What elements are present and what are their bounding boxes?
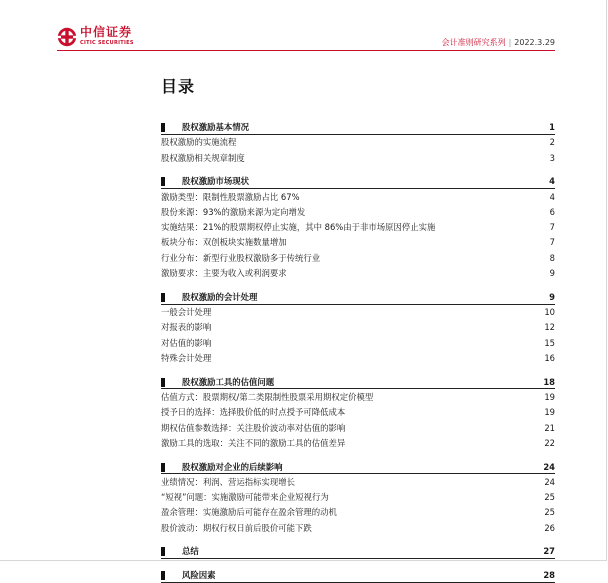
toc-entry-label: 激励工具的选取：关注不同的激励工具的估值差异 <box>161 437 346 448</box>
toc-page-number: 28 <box>543 570 555 581</box>
toc-entry-label: 总结 <box>182 546 199 557</box>
toc-page-number: 19 <box>544 407 555 418</box>
toc-page-number: 3 <box>549 152 555 163</box>
toc-entry-label: 一般会计处理 <box>161 307 212 318</box>
toc-section-row[interactable] <box>161 544 555 559</box>
toc-page-number: 27 <box>543 546 555 557</box>
toc-page-number: 7 <box>549 222 555 233</box>
toc-page-number: 18 <box>543 376 555 387</box>
toc-page-number: 10 <box>544 307 555 318</box>
toc-page-number: 6 <box>549 206 555 217</box>
toc-entry-label: 股权激励对企业的后续影响 <box>182 461 283 472</box>
toc-page-number: 21 <box>544 422 555 433</box>
toc-item-row[interactable] <box>161 505 555 520</box>
toc-page-number: 8 <box>549 252 555 263</box>
toc-item-row[interactable] <box>161 490 555 505</box>
toc-page-number: 26 <box>544 522 555 533</box>
header-meta <box>442 38 555 48</box>
toc-entry-label: 股权激励的实施流程 <box>161 137 237 148</box>
toc-section-gap <box>161 560 555 568</box>
section-marker-icon <box>161 123 165 132</box>
toc-item-row[interactable] <box>161 405 555 420</box>
toc-entry-label: 估值方式：股票期权/第二类限制性股票采用期权定价模型 <box>161 391 374 402</box>
toc-entry-label: 业绩情况：利润、营运指标实现增长 <box>161 476 295 487</box>
page-header <box>57 22 555 50</box>
toc-entry-label: 盈余管理：实施激励后可能存在盈余管理的动机 <box>161 507 337 518</box>
toc-item-row[interactable] <box>161 421 555 436</box>
section-marker-icon <box>161 571 165 580</box>
toc-section-gap <box>161 451 555 459</box>
toc-page-number: 2 <box>549 137 555 148</box>
toc-item-row[interactable] <box>161 235 555 250</box>
section-marker-icon <box>161 378 165 387</box>
toc-item-row[interactable] <box>161 475 555 490</box>
section-marker-icon <box>161 463 165 472</box>
toc-page-number: 15 <box>544 337 555 348</box>
section-marker-icon <box>161 177 165 186</box>
toc-section-gap <box>161 536 555 544</box>
toc-entry-label: 行业分布：新型行业股权激励多于传统行业 <box>161 252 321 263</box>
toc-entry-label: 股权激励基本情况 <box>182 122 249 132</box>
toc-item-row[interactable] <box>161 190 555 205</box>
section-marker-icon <box>161 293 165 302</box>
toc-section-gap <box>161 166 555 174</box>
toc-item-row[interactable] <box>161 320 555 335</box>
report-series: 会计准则研究系列 <box>441 38 506 47</box>
toc-page-number: 19 <box>544 391 555 402</box>
toc-page-number: 12 <box>544 322 555 333</box>
section-marker-icon <box>161 547 165 556</box>
toc-item-row[interactable] <box>161 436 555 451</box>
brand-name-en: CITIC SECURITIES <box>80 40 134 46</box>
toc-item-row[interactable] <box>161 251 555 266</box>
toc-entry-label: 股权激励市场现状 <box>182 176 249 187</box>
toc-entry-label: 授予日的选择：选择股价低的时点授予可降低成本 <box>161 407 346 418</box>
toc-entry-label: 股权激励相关规章制度 <box>161 152 245 163</box>
toc-page-number: 24 <box>544 476 555 487</box>
toc-page-number: 22 <box>544 437 555 448</box>
toc-item-row[interactable] <box>161 336 555 351</box>
brand-name-cn: 中信证券 <box>80 25 133 39</box>
toc-entry-label: 特殊会计处理 <box>161 352 212 363</box>
toc-page-number: 9 <box>549 291 555 302</box>
toc-entry-label: 对估值的影响 <box>161 337 212 348</box>
toc-item-row[interactable] <box>161 266 555 281</box>
toc-entry-label: 股价波动：期权行权日前后股价可能下跌 <box>161 522 312 533</box>
toc-entry-label: 板块分布：双创板块实施数量增加 <box>161 237 287 248</box>
toc-section-row[interactable] <box>161 375 555 390</box>
toc-item-row[interactable] <box>161 205 555 220</box>
toc-item-row[interactable] <box>161 390 555 405</box>
toc-entry-label: 股权激励工具的估值问题 <box>182 376 275 387</box>
toc-page-number: 16 <box>544 352 555 363</box>
toc-section-gap <box>161 366 555 374</box>
toc-item-row[interactable] <box>161 220 555 235</box>
toc-page-number: 7 <box>549 237 555 248</box>
toc-item-row[interactable] <box>161 151 555 166</box>
toc-entry-label: 股份来源：93%的激励来源为定向增发 <box>161 206 306 217</box>
page-title: 目录 <box>161 77 196 96</box>
toc-section-row[interactable] <box>161 290 555 305</box>
toc-page-number: 4 <box>549 176 555 187</box>
report-date: 2022.3.29 <box>514 38 555 47</box>
toc-entry-label: 期权估值参数选择：关注股价波动率对估值的影响 <box>161 422 346 433</box>
toc-entry-label: “短视”问题：实施激励可能带来企业短视行为 <box>161 492 329 503</box>
toc-item-row[interactable] <box>161 351 555 366</box>
toc-section-row[interactable] <box>161 174 555 189</box>
header-divider <box>57 50 555 51</box>
toc-entry-label: 激励要求：主要为收入或利润要求 <box>161 268 287 279</box>
toc-section-row[interactable] <box>161 120 555 135</box>
toc-section-gap <box>161 281 555 289</box>
toc-section-row[interactable] <box>161 460 555 475</box>
toc-entry-label: 风险因素 <box>182 570 216 581</box>
header-separator: | <box>508 38 512 47</box>
toc-entry-label: 实施结果：21%的股票期权停止实施，其中 86%由于非市场原因停止实施 <box>161 222 436 233</box>
toc-page-number: 25 <box>544 492 555 503</box>
citic-logo-icon <box>57 27 77 47</box>
toc-entry-label: 激励类型：限制性股票激励占比 67% <box>161 191 300 202</box>
toc-section-row[interactable] <box>161 568 555 583</box>
toc-entry-label: 股权激励的会计处理 <box>182 291 258 302</box>
toc-page-number: 24 <box>543 461 555 472</box>
toc-page-number: 25 <box>544 507 555 518</box>
toc-page-number: 9 <box>549 268 555 279</box>
toc-item-row[interactable] <box>161 305 555 320</box>
toc-item-row[interactable] <box>161 135 555 150</box>
toc-page-number: 4 <box>549 191 555 202</box>
table-of-contents <box>161 120 555 583</box>
toc-page-number: 1 <box>549 122 555 132</box>
toc-item-row[interactable] <box>161 521 555 536</box>
toc-entry-label: 对报表的影响 <box>161 322 212 333</box>
